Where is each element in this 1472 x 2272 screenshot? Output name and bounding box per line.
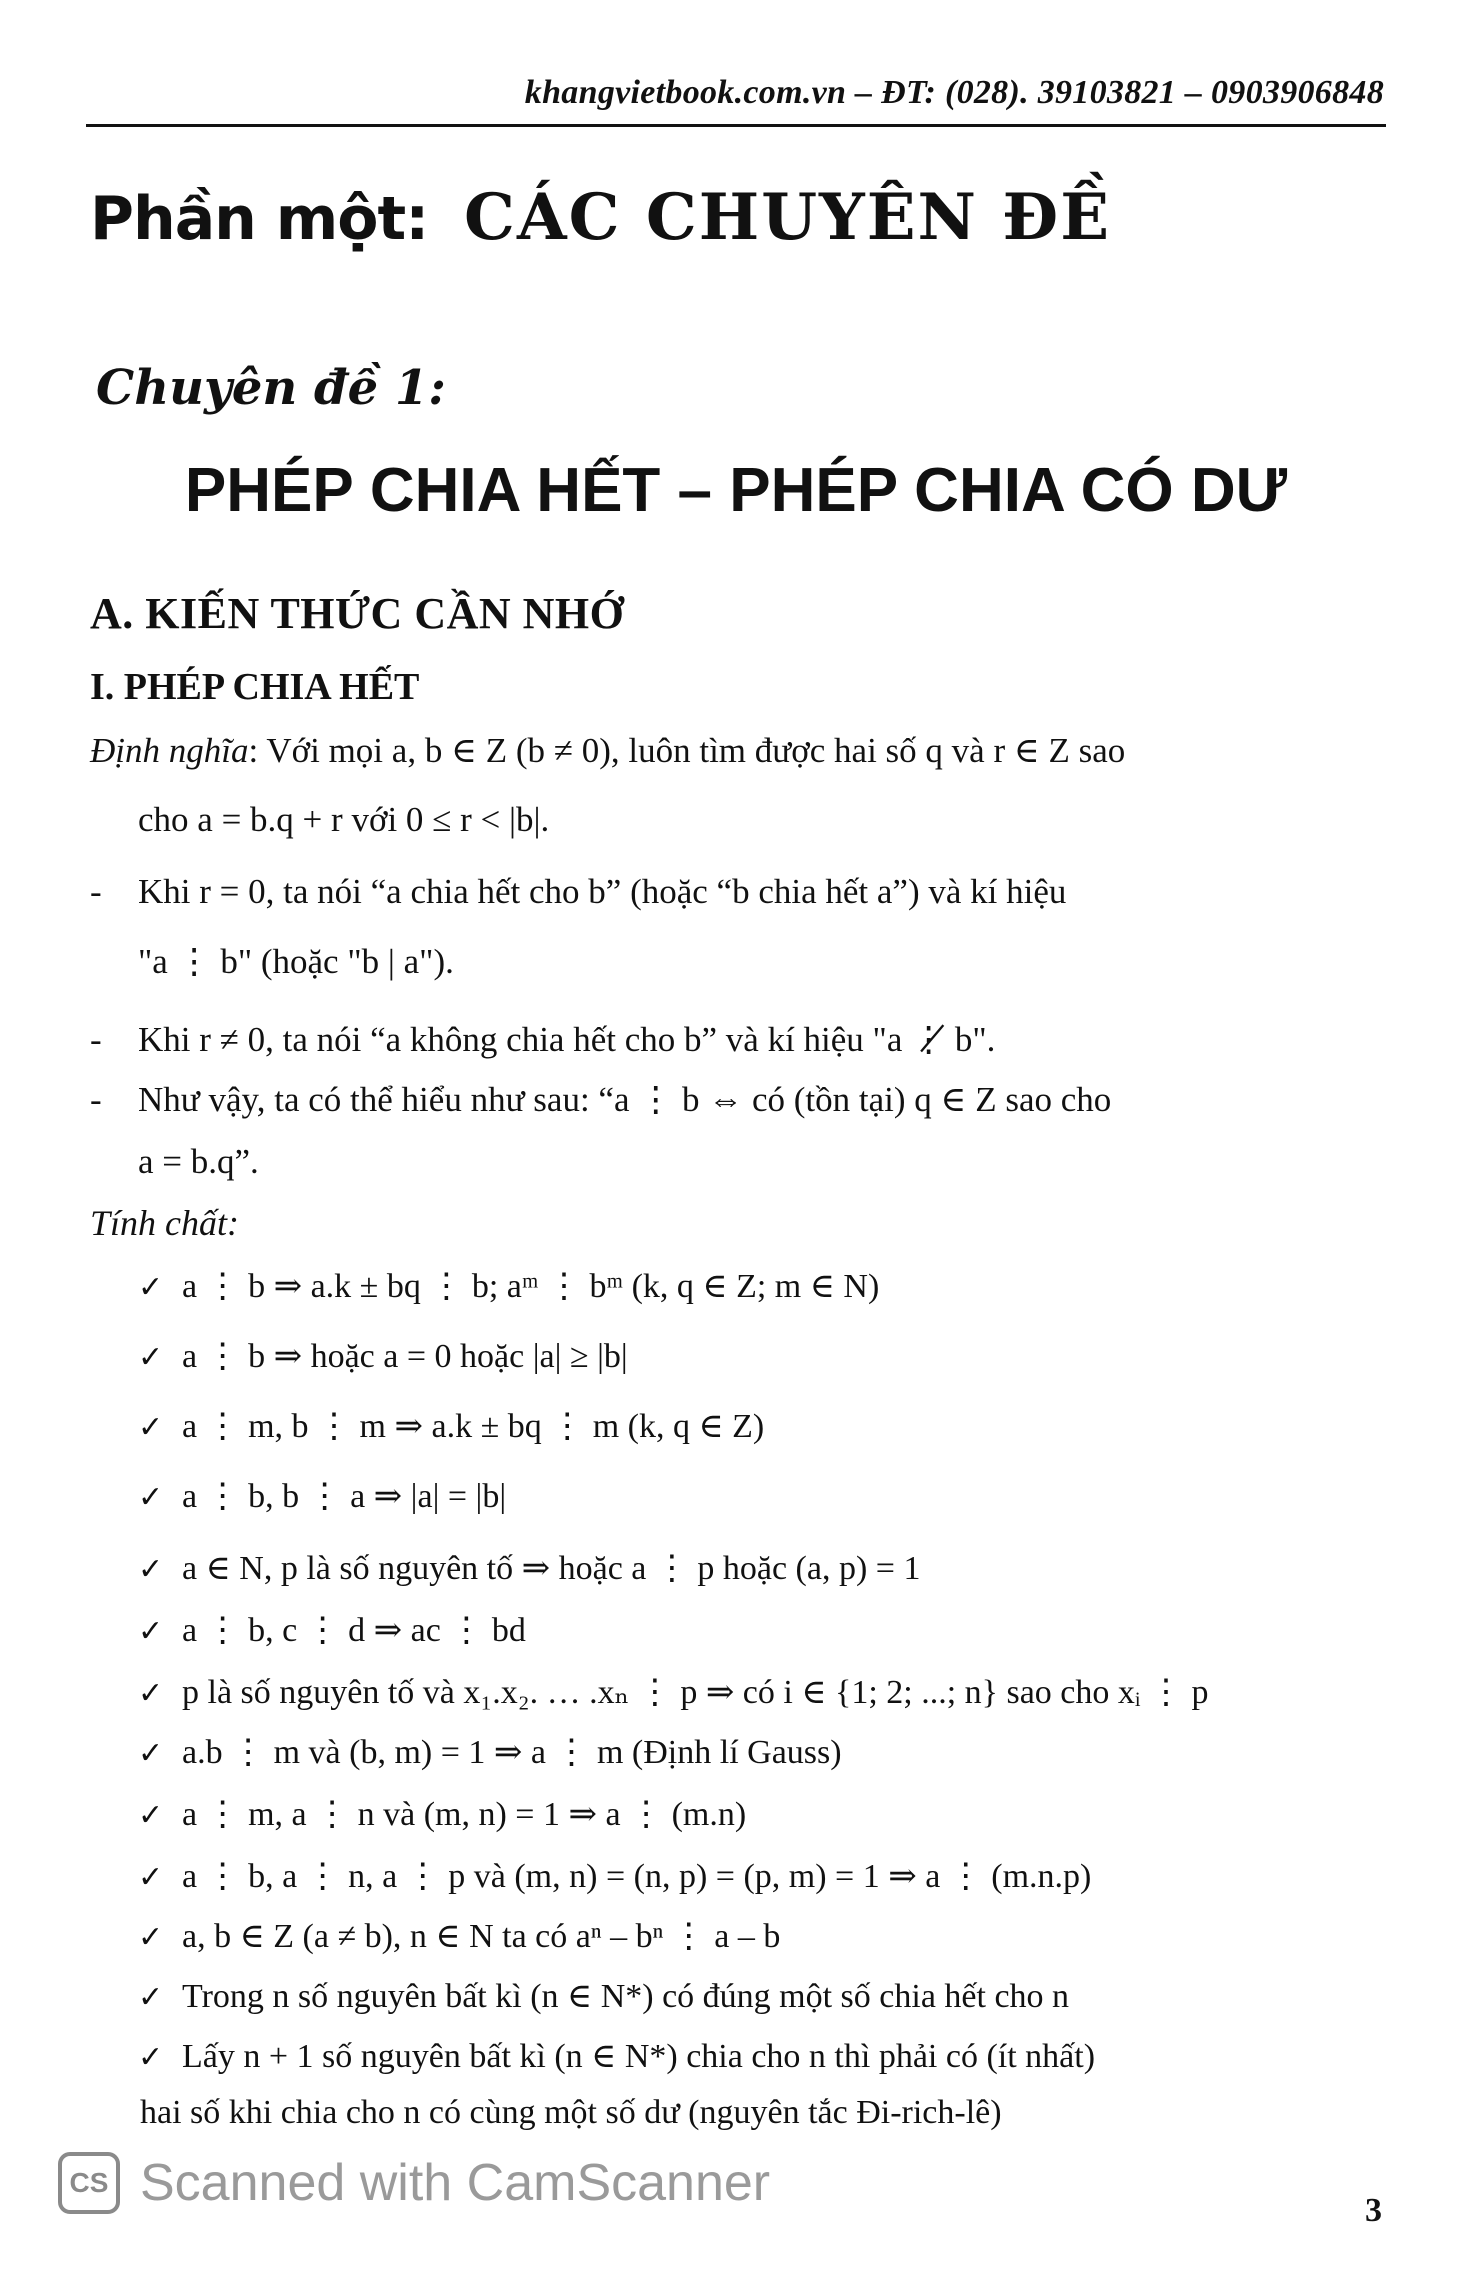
part-title: CÁC CHUYÊN ĐỀ xyxy=(464,180,1111,255)
checkmark-icon: ✓ xyxy=(138,1736,164,1771)
property-item-cont: hai số khi chia cho n có cùng một số dư (nguyên tắc Đi-rich-lê) xyxy=(140,2094,1002,2131)
bullet-item: - Khi r = 0, ta nói “a chia hết cho b” (hoặc “b chia hết a”) và kí hiệu xyxy=(90,872,1067,911)
checkmark-icon: ✓ xyxy=(138,1614,164,1649)
bullet-item: - Khi r ≠ 0, ta nói “a không chia hết cho b” và kí hiệu "a ⋮̸ b". xyxy=(90,1020,996,1059)
bullet-item-cont: a = b.q”. xyxy=(138,1142,259,1181)
property-item: ✓ a ⋮ b, a ⋮ n, a ⋮ p và (m, n) = (n, p) = (p, m) = 1 ⇒ a ⋮ (m.n.p) xyxy=(138,1858,1092,1895)
watermark-text: Scanned with CamScanner xyxy=(140,2154,771,2212)
checkmark-icon: ✓ xyxy=(138,2040,164,2075)
property-item: ✓ a ⋮ b, c ⋮ d ⇒ ac ⋮ bd xyxy=(138,1612,526,1649)
checkmark-icon: ✓ xyxy=(138,1340,164,1375)
definition-cont: cho a = b.q + r với 0 ≤ r < |b|. xyxy=(138,800,550,839)
property-item: ✓ p là số nguyên tố và x₁.x₂. … .xₙ ⋮ p ⇒ có i ∈ {1; 2; ...; n} sao cho xᵢ ⋮ p xyxy=(138,1674,1209,1711)
property-item: ✓ a ⋮ b ⇒ hoặc a = 0 hoặc |a| ≥ |b| xyxy=(138,1338,628,1375)
section-a-heading: A. KIẾN THỨC CẦN NHỚ xyxy=(90,589,625,638)
property-item: ✓ a.b ⋮ m và (b, m) = 1 ⇒ a ⋮ m (Định lí Gauss) xyxy=(138,1734,842,1771)
camscanner-watermark xyxy=(58,2152,770,2214)
checkmark-icon: ✓ xyxy=(138,1798,164,1833)
checkmark-icon: ✓ xyxy=(138,1410,164,1445)
camscanner-logo: CS xyxy=(58,2152,120,2214)
bullet-item-cont: "a ⋮ b" (hoặc "b | a"). xyxy=(138,942,454,981)
property-item: ✓ a ∈ N, p là số nguyên tố ⇒ hoặc a ⋮ p hoặc (a, p) = 1 xyxy=(138,1550,921,1587)
property-item: ✓ a ⋮ m, a ⋮ n và (m, n) = 1 ⇒ a ⋮ (m.n) xyxy=(138,1796,747,1833)
part-heading xyxy=(90,180,1111,255)
definition-label: Định nghĩa xyxy=(90,731,249,770)
property-item: ✓ Trong n số nguyên bất kì (n ∈ N*) có đúng một số chia hết cho n xyxy=(138,1978,1070,2015)
checkmark-icon: ✓ xyxy=(138,1980,164,2015)
property-item: ✓ a, b ∈ Z (a ≠ b), n ∈ N ta có aⁿ – bⁿ ⋮ a – b xyxy=(138,1918,781,1955)
definition xyxy=(90,730,1390,772)
checkmark-icon: ✓ xyxy=(138,1920,164,1955)
property-item: ✓ a ⋮ b, b ⋮ a ⇒ |a| = |b| xyxy=(138,1478,507,1515)
part-label: Phần một: xyxy=(90,184,429,254)
checkmark-icon: ✓ xyxy=(138,1270,164,1305)
bullet-item: - Như vậy, ta có thể hiểu như sau: “a ⋮ b ⇔ có (tồn tại) q ∈ Z sao cho xyxy=(90,1080,1112,1119)
publisher-header: khangvietbook.com.vn – ĐT: (028). 39103821 – 0903906848 xyxy=(524,74,1384,111)
section-i-heading: I. PHÉP CHIA HẾT xyxy=(90,666,420,708)
definition-text: : Với mọi a, b ∈ Z (b ≠ 0), luôn tìm được hai số q và r ∈ Z sao xyxy=(248,731,1126,770)
property-item: ✓ a ⋮ b ⇒ a.k ± bq ⋮ b; aᵐ ⋮ bᵐ (k, q ∈ Z; m ∈ N) xyxy=(138,1268,880,1305)
topic-label: Chuyên đề 1: xyxy=(96,360,446,416)
checkmark-icon: ✓ xyxy=(138,1480,164,1515)
page-number: 3 xyxy=(1365,2192,1382,2229)
header-rule xyxy=(86,124,1386,127)
checkmark-icon: ✓ xyxy=(138,1552,164,1587)
checkmark-icon: ✓ xyxy=(138,1676,164,1711)
checkmark-icon: ✓ xyxy=(138,1860,164,1895)
properties-label: Tính chất: xyxy=(90,1203,239,1243)
topic-title: PHÉP CHIA HẾT – PHÉP CHIA CÓ DƯ xyxy=(184,456,1288,525)
property-item: ✓ a ⋮ m, b ⋮ m ⇒ a.k ± bq ⋮ m (k, q ∈ Z) xyxy=(138,1408,765,1445)
property-item: ✓ Lấy n + 1 số nguyên bất kì (n ∈ N*) chia cho n thì phải có (ít nhất) xyxy=(138,2038,1096,2075)
